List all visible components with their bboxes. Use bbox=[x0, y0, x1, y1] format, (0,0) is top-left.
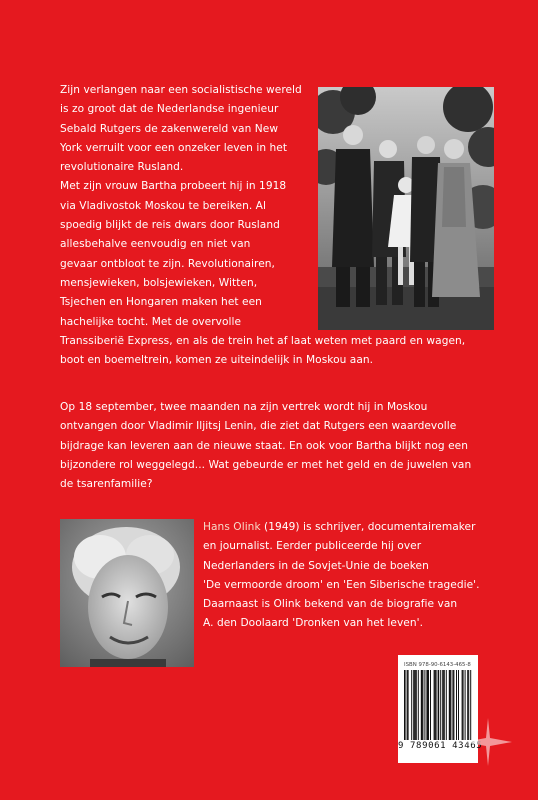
barcode-bar bbox=[413, 670, 414, 740]
barcode-bar bbox=[424, 670, 425, 740]
text-line: Op 18 september, twee maanden na zijn vertrek wordt hij in Moskou bbox=[60, 401, 428, 413]
text-line: allesbehalve eenvoudig en niet van bbox=[60, 238, 251, 251]
text-line: gevaar ontbloot te zijn. Revolutionairen, bbox=[60, 257, 275, 270]
description-paragraph-2 bbox=[60, 398, 471, 494]
barcode-bar bbox=[407, 670, 408, 740]
text-line: revolutionaire Rusland. bbox=[60, 161, 184, 174]
author-name: Hans Olink bbox=[203, 521, 261, 533]
barcode-bar bbox=[421, 670, 423, 740]
text-line: Nederlanders in de Sovjet-Unie de boeken bbox=[203, 559, 429, 572]
text-line: boot en boemeltrein, komen ze uiteindelijk in Moskou aan. bbox=[60, 354, 374, 367]
author-bio bbox=[203, 518, 480, 634]
text-line: spoedig blijkt de reis dwars door Rusland bbox=[60, 219, 280, 232]
barcode-bar bbox=[418, 670, 419, 740]
text-line: mensjewieken, bolsjewieken, Witten, bbox=[60, 276, 258, 289]
barcode-bar bbox=[449, 670, 451, 740]
family-photo-graphic bbox=[318, 87, 494, 330]
family-photo bbox=[318, 87, 494, 330]
barcode-bar bbox=[415, 670, 417, 740]
barcode-bar bbox=[453, 670, 454, 740]
barcode-bar bbox=[408, 670, 409, 740]
barcode-bar bbox=[446, 670, 447, 740]
text-line: en journalist. Eerder publiceerde hij over bbox=[203, 540, 422, 553]
barcode-bar bbox=[426, 670, 428, 740]
barcode-bar bbox=[436, 670, 437, 740]
watermark-logo bbox=[458, 712, 518, 772]
text-line: bijdrage kan leveren aan de nieuwe staat. En ook voor Bartha blijkt nog een bbox=[60, 439, 468, 452]
barcode-bar bbox=[428, 670, 429, 740]
barcode-bar bbox=[414, 670, 415, 740]
barcode-bar bbox=[422, 670, 423, 740]
barcode-bar bbox=[435, 670, 436, 740]
barcode-bar bbox=[450, 670, 451, 740]
barcode-bar bbox=[440, 670, 441, 740]
text-line: bijzondere rol weggelegd... Wat gebeurde er met het geld en de juwelen van bbox=[60, 458, 472, 471]
barcode-bar bbox=[438, 670, 440, 740]
barcode-bar bbox=[430, 670, 431, 740]
isbn-label: ISBN 978-90-6143-465-8 bbox=[404, 662, 471, 668]
bio-line-1 bbox=[203, 518, 480, 537]
barcode-bar bbox=[411, 670, 412, 740]
text-line: Tsjechen en Hongaren maken het een bbox=[60, 296, 262, 309]
barcode-bar bbox=[434, 670, 435, 740]
text-line: ontvangen door Vladimir Iljitsj Lenin, die ziet dat Rutgers een waardevolle bbox=[60, 420, 457, 433]
barcode-bar bbox=[456, 670, 457, 740]
text-line: 'De vermoorde droom' en 'Een Siberische tragedie'. bbox=[203, 578, 480, 591]
text-line: Sebald Rutgers de zakenwereld van New bbox=[60, 122, 279, 135]
barcode-bar bbox=[443, 670, 445, 740]
text-line: Daarnaast is Olink bekend van de biografie van bbox=[203, 598, 458, 611]
text-line: via Vladivostok Moskou te bereiken. Al bbox=[60, 199, 266, 212]
barcode-bar bbox=[404, 670, 406, 740]
barcode-bar bbox=[442, 670, 443, 740]
author-photo-graphic bbox=[60, 519, 194, 667]
barcode-bar bbox=[452, 670, 453, 740]
text-line: is zo groot dat de Nederlandse ingenieur bbox=[60, 103, 279, 116]
text-line: hachelijke tocht. Met de overvolle bbox=[60, 315, 242, 328]
text-line: Transsiberië Express, en als de trein het af laat weten met paard en wagen, bbox=[60, 334, 466, 347]
bio-line-1-rest: (1949) is schrijver, documentairemaker bbox=[260, 521, 476, 533]
author-photo bbox=[60, 519, 194, 667]
text-line: A. den Doolaard 'Dronken van het leven'. bbox=[203, 617, 424, 630]
barcode-digits: 9 789061 43465 bbox=[398, 741, 483, 751]
text-line: Met zijn vrouw Bartha probeert hij in 1918 bbox=[60, 180, 287, 193]
text-line: de tsarenfamilie? bbox=[60, 478, 153, 491]
text-line: York verruilt voor een onzeker leven in het bbox=[60, 141, 288, 154]
text-line: Zijn verlangen naar een socialistische wereld bbox=[60, 84, 302, 96]
